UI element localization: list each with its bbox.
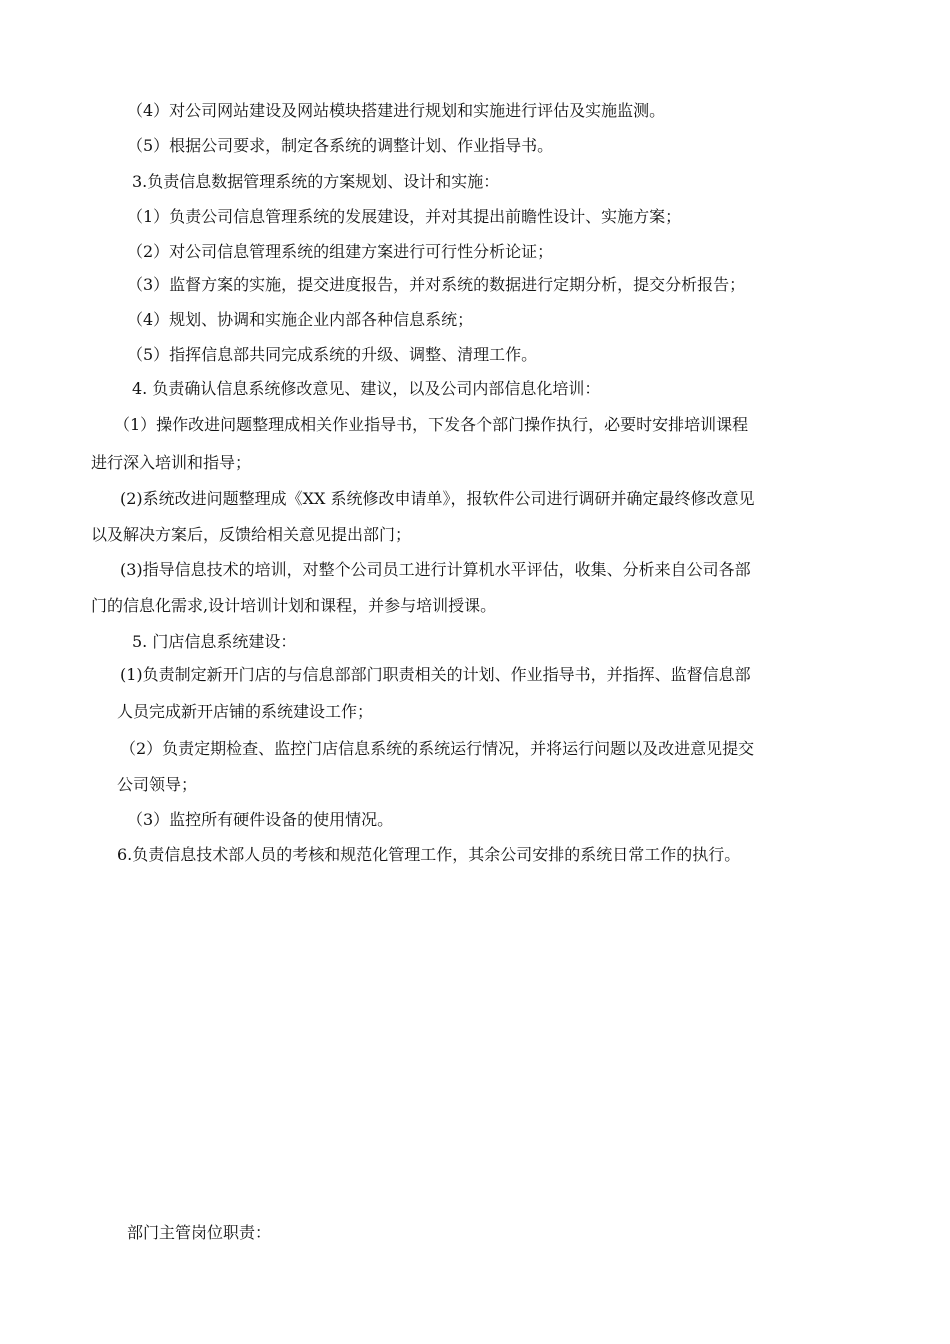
section-6-item: 6.负责信息技术部人员的考核和规范化管理工作，其余公司安排的系统日常工作的执行。 bbox=[117, 845, 741, 864]
item-4-3-line-2: 门的信息化需求,设计培训计划和课程，并参与培训授课。 bbox=[91, 596, 497, 615]
item-4-1-line-1: （1）操作改进问题整理成相关作业指导书，下发各个部门操作执行，必要时安排培训课程 bbox=[114, 415, 749, 434]
item-5-2-line-1: （2）负责定期检查、监控门店信息系统的系统运行情况，并将运行问题以及改进意见提交 bbox=[120, 739, 755, 758]
item-5-1-line-2: 人员完成新开店铺的系统建设工作； bbox=[117, 702, 374, 721]
item-5-2-line-2: 公司领导； bbox=[117, 775, 198, 794]
item-4-website-evaluation: （4）对公司网站建设及网站模块搭建进行规划和实施进行评估及实施监测。 bbox=[127, 101, 666, 120]
footer-heading: 部门主管岗位职责： bbox=[127, 1223, 272, 1242]
item-4-1-line-2: 进行深入培训和指导； bbox=[91, 453, 252, 472]
item-3-5: （5）指挥信息部共同完成系统的升级、调整、清理工作。 bbox=[127, 345, 538, 364]
item-3-4: （4）规划、协调和实施企业内部各种信息系统； bbox=[127, 310, 474, 329]
item-4-2-line-1: (2)系统改进问题整理成《XX 系统修改申请单》，报软件公司进行调研并确定最终修改意见 bbox=[120, 489, 755, 508]
item-3-1: （1）负责公司信息管理系统的发展建设，并对其提出前瞻性设计、实施方案； bbox=[127, 207, 682, 226]
item-5-adjustment-plan: （5）根据公司要求，制定各系统的调整计划、作业指导书。 bbox=[127, 136, 554, 155]
item-5-1-line-1: (1)负责制定新开门店的与信息部部门职责相关的计划、作业指导书，并指挥、监督信息部 bbox=[120, 665, 751, 684]
item-5-3: （3）监控所有硬件设备的使用情况。 bbox=[127, 810, 394, 829]
item-3-2: （2）对公司信息管理系统的组建方案进行可行性分析论证； bbox=[127, 242, 554, 261]
item-4-3-line-1: (3)指导信息技术的培训，对整个公司员工进行计算机水平评估，收集、分析来自公司各部 bbox=[120, 560, 751, 579]
section-3-heading: 3.负责信息数据管理系统的方案规划、设计和实施： bbox=[132, 172, 500, 191]
item-3-3: （3）监督方案的实施，提交进度报告，并对系统的数据进行定期分析，提交分析报告； bbox=[127, 275, 746, 294]
section-5-heading: 5. 门店信息系统建设： bbox=[132, 632, 297, 651]
item-4-2-line-2: 以及解决方案后，反馈给相关意见提出部门； bbox=[91, 525, 412, 544]
section-4-heading: 4. 负责确认信息系统修改意见、建议，以及公司内部信息化培训： bbox=[132, 379, 601, 398]
